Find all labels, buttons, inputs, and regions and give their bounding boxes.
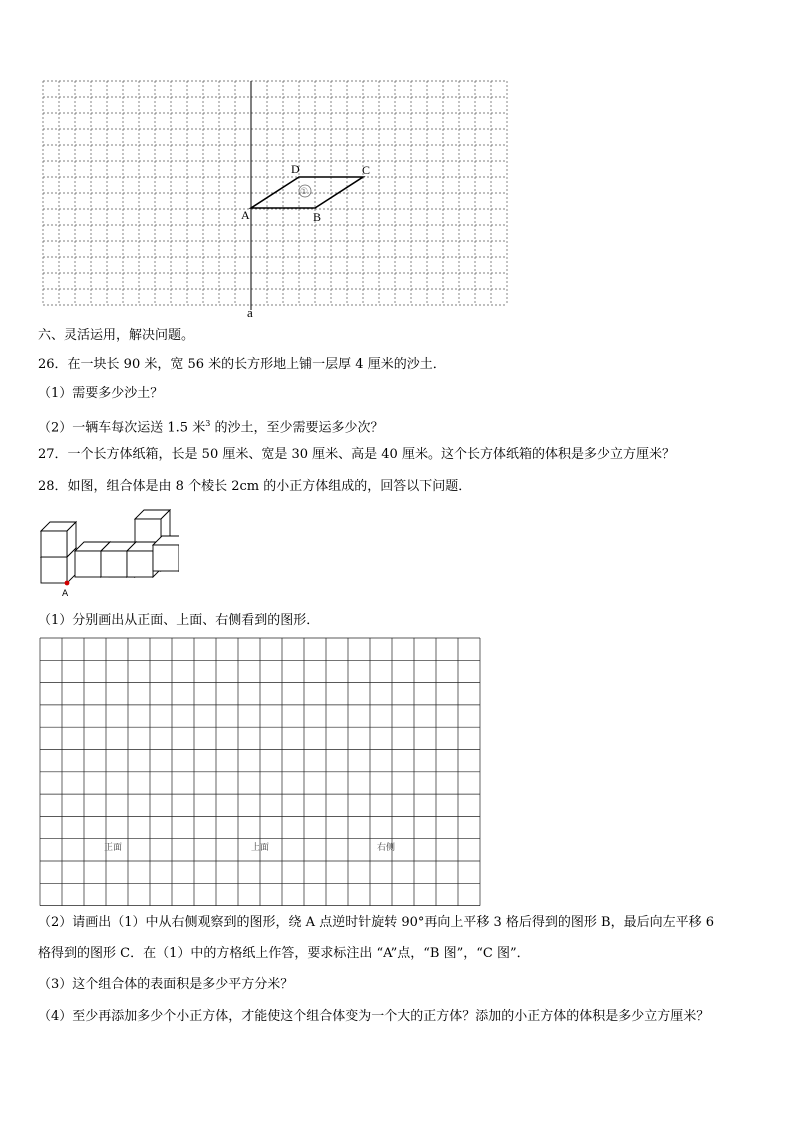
section-heading: 六、灵活运用，解决问题。	[38, 328, 195, 343]
grid-label-right: 右侧	[377, 843, 396, 853]
vertex-label-d: D	[291, 162, 300, 176]
cube-composite-figure	[34, 505, 179, 600]
q26-part2-pre: （2）一辆车每次运送 1.5 米	[38, 420, 206, 436]
question-28-part2-line1: （2）请画出（1）中从右侧观察到的图形，绕 A 点逆时针旋转 90°再向上平移 3 格后得到的图形 B，最后向左平移 6	[38, 915, 714, 930]
question-28-stem: 28．如图，组合体是由 8 个棱长 2cm 的小正方体组成的，回答以下问题．	[38, 479, 472, 494]
point-a-marker	[65, 581, 70, 586]
shape-label: ①	[300, 187, 309, 197]
question-28-part4: （4）至少再添加多少个小正方体，才能使这个组合体变为一个大的正方体？添加的小正方体的体积是多少立方厘米？	[38, 1009, 710, 1024]
question-28-part3: （3）这个组合体的表面积是多少平方分米？	[38, 977, 294, 992]
rotation-grid-figure	[40, 78, 512, 320]
point-label-a: A	[62, 589, 69, 599]
question-28-part2-line2: 格得到的图形 C．在（1）中的方格纸上作答，要求标注出 “A”点，“B 图”，“C 图”．	[38, 946, 530, 961]
answer-grid	[38, 636, 484, 908]
grid-label-top: 上面	[251, 843, 270, 853]
question-28-part1: （1）分别画出从正面、上面、右侧看到的图形．	[38, 613, 320, 628]
vertex-label-a: A	[241, 208, 250, 222]
axis-label-a: a	[247, 305, 253, 320]
grid-label-front: 正面	[104, 843, 123, 853]
question-26-part2	[38, 416, 383, 436]
question-26-part1: （1）需要多少沙土？	[38, 386, 164, 401]
q26-part2-post: 的沙土，至少需要运多少次？	[210, 420, 384, 436]
question-26-stem: 26．在一块长 90 米，宽 56 米的长方形地上铺一层厚 4 厘米的沙土．	[38, 357, 446, 372]
question-27-stem: 27．一个长方体纸箱，长是 50 厘米、宽是 30 厘米、高是 40 厘米。这个长方体纸箱的体积是多少立方厘米？	[38, 447, 675, 462]
q26-part2-sup: 3	[205, 419, 211, 428]
vertex-label-b: B	[313, 210, 322, 224]
vertex-label-c: C	[362, 163, 371, 177]
